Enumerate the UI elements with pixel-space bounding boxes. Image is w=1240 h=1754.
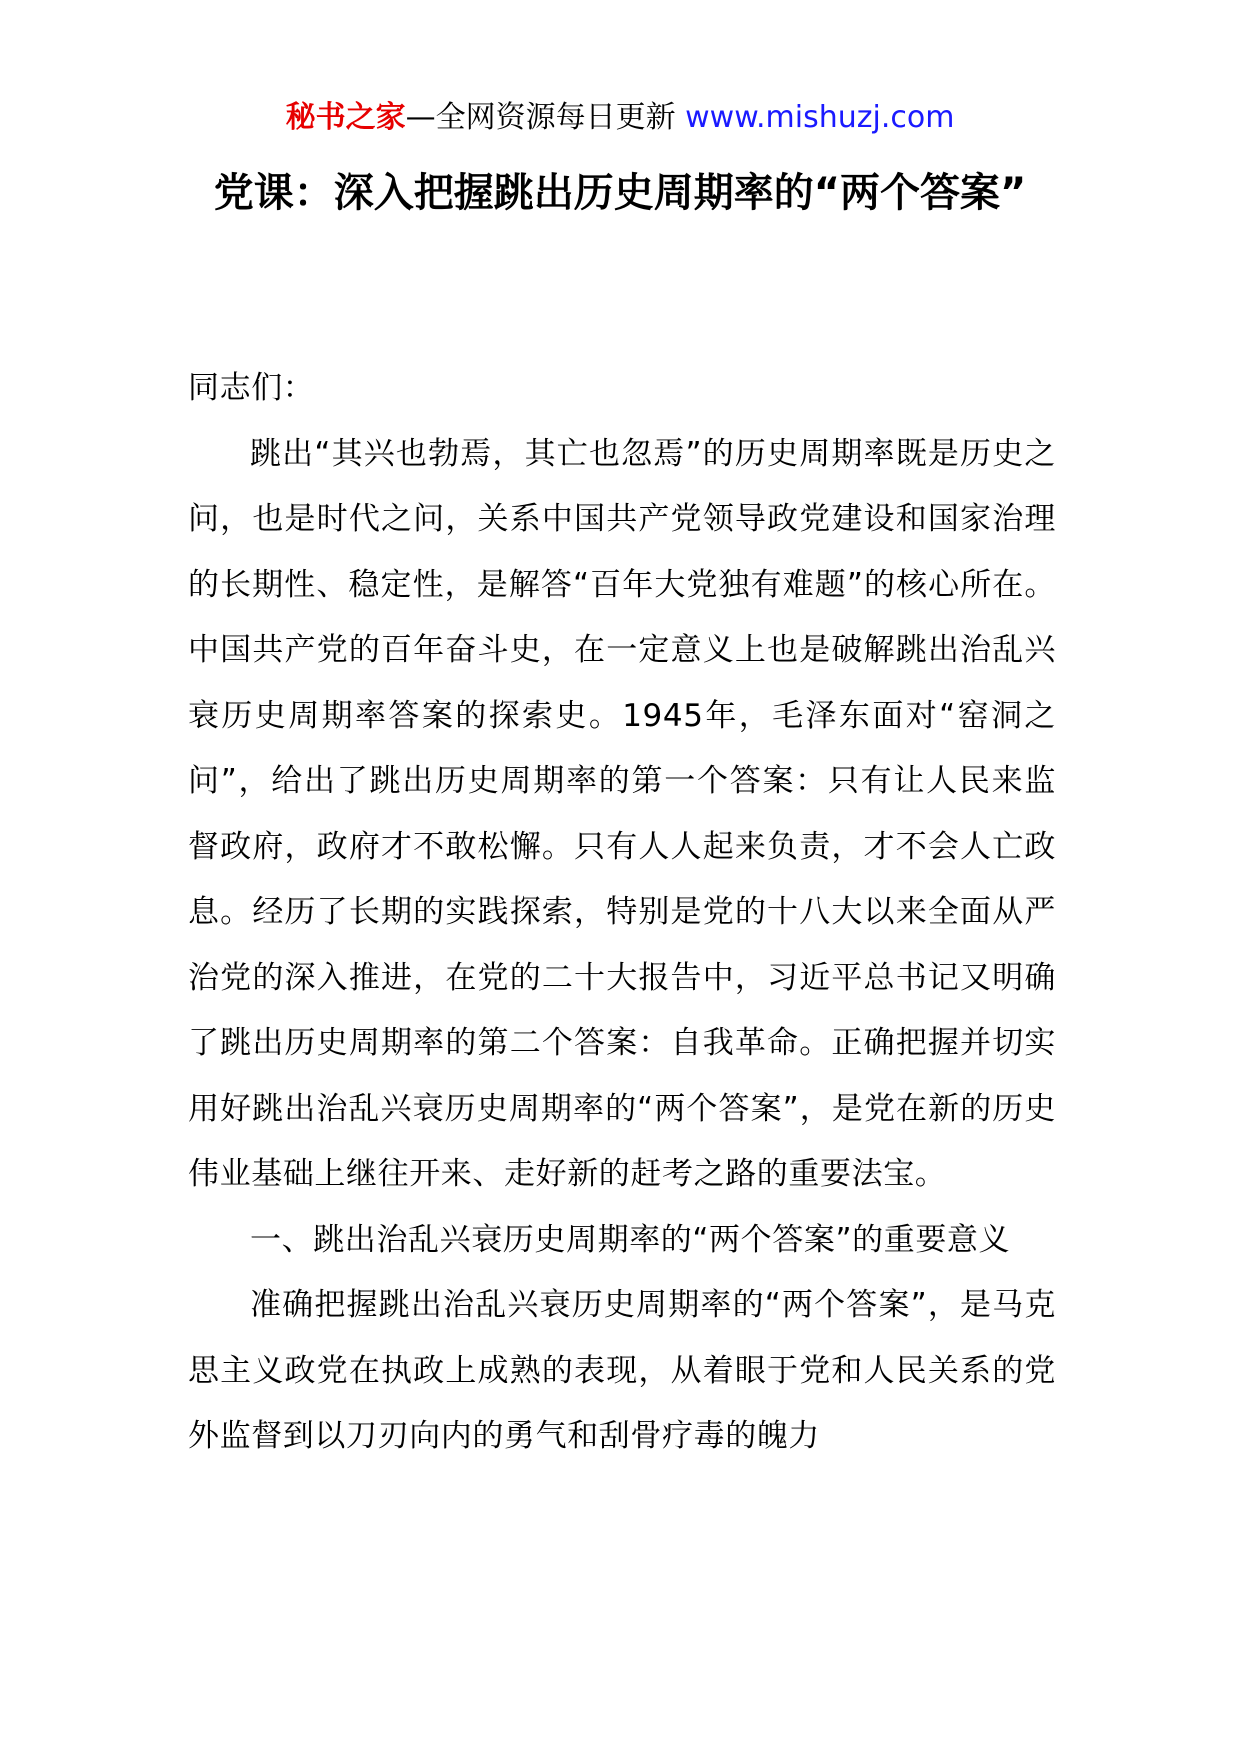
site-tagline: —全网资源每日更新: [405, 100, 676, 135]
body-paragraph: 跳出“其兴也勃焉，其亡也忽焉”的历史周期率既是历史之问，也是时代之问，关系中国共产党领导政党建设和国家治理的长期性、稳定性，是解答“百年大党独有难题”的核心所在。中国共产党的百年奋斗史，在一定意义上也是破解跳出治乱兴衰历史周期率答案的探索史。1945年，毛泽东面对“窑洞之问”，给出了跳出历史周期率的第一个答案：只有让人民来监督政府，政府才不敢松懈。只有人人起来负责，才不会人亡政息。经历了长期的实践探索，特别是党的十八大以来全面从严治党的深入推进，在党的二十大报告中，习近平总书记又明确了跳出历史周期率的第二个答案：自我革命。正确把握并切实用好跳出治乱兴衰历史周期率的“两个答案”，是党在新的历史伟业基础上继往开来、走好新的赶考之路的重要法宝。: [188, 435, 1056, 1192]
site-header: [0, 98, 1240, 138]
site-brand: 秘书之家: [285, 100, 406, 135]
document-title: 党课：深入把握跳出历史周期率的“两个答案”: [213, 170, 1027, 216]
salutation: 同志们：: [188, 370, 315, 406]
section-paragraph: 准确把握跳出治乱兴衰历史周期率的“两个答案”，是马克思主义政党在执政上成熟的表现，从着眼于党和人民关系的党外监督到以刀刃向内的勇气和刮骨疗毒的魄力: [188, 1287, 1056, 1454]
section-heading: 一、跳出治乱兴衰历史周期率的“两个答案”的重要意义: [250, 1221, 1011, 1258]
site-url-link[interactable]: www.mishuzj.com: [685, 100, 955, 135]
document-body: [188, 356, 1056, 1470]
